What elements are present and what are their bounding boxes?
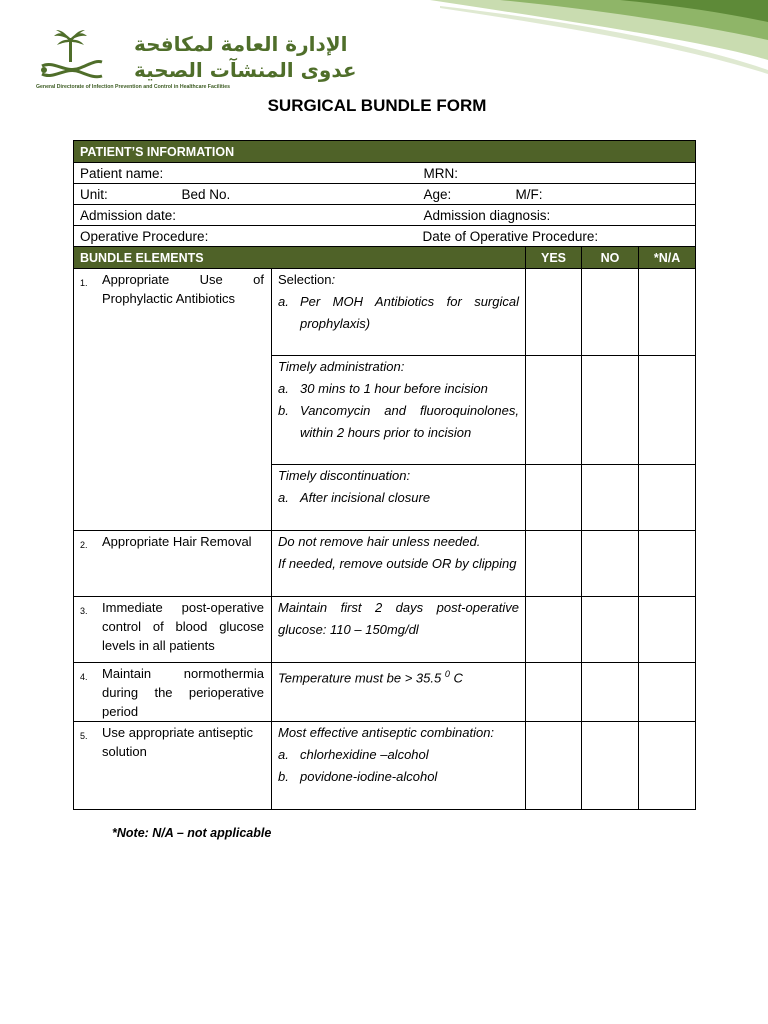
- bed-no-label: Bed No.: [181, 186, 231, 202]
- item-5-na-cell[interactable]: [639, 722, 696, 810]
- item-3-description: [272, 597, 526, 663]
- list-item: [278, 400, 519, 444]
- unit-row[interactable]: [74, 184, 696, 205]
- admission-row[interactable]: [74, 205, 696, 226]
- bundle-element-5: [74, 722, 272, 810]
- operative-procedure-label: Operative Procedure:: [80, 228, 209, 244]
- item-1c-yes-cell[interactable]: [526, 465, 582, 531]
- description-line: Maintain first 2 days post-operative glucose: 110 – 150mg/dl: [278, 600, 519, 637]
- list-text: After incisional closure: [300, 490, 431, 505]
- mrn-label: MRN:: [423, 165, 458, 181]
- section-head: Timely discontinuation:: [278, 468, 411, 483]
- degree-superscript: 0: [444, 669, 450, 679]
- item-4-no-cell[interactable]: [582, 663, 639, 722]
- list-text: 30 mins to 1 hour before incision: [300, 381, 488, 396]
- form-title: SURGICAL BUNDLE FORM: [267, 96, 487, 115]
- no-column-header: NO: [582, 247, 639, 269]
- bundle-elements-heading: BUNDLE ELEMENTS: [74, 247, 526, 269]
- item-5-no-cell[interactable]: [582, 722, 639, 810]
- item-1b-no-cell[interactable]: [582, 356, 639, 465]
- item-number: 2.: [80, 540, 88, 550]
- patient-name-label: Patient name:: [80, 165, 164, 181]
- item-number: 5.: [80, 731, 88, 741]
- list-letter: a.: [278, 294, 289, 309]
- item-4-na-cell[interactable]: [639, 663, 696, 722]
- item-2-description: [272, 531, 526, 597]
- element-text: Immediate post-operative control of blood glucose levels in all patients: [102, 600, 264, 653]
- bundle-element-4: [74, 663, 272, 722]
- logo-arabic-line-2: عدوى المنشآت الصحية: [134, 58, 357, 82]
- section-head: Timely administration:: [278, 359, 405, 374]
- admission-date-label: Admission date:: [80, 207, 177, 223]
- element-text: Use appropriate antiseptic solution: [102, 725, 254, 759]
- patient-name-row[interactable]: [74, 163, 696, 184]
- bundle-element-1: [74, 269, 272, 531]
- list-item: [278, 378, 519, 400]
- list-letter: a.: [278, 381, 289, 396]
- item-4-yes-cell[interactable]: [526, 663, 582, 722]
- list-letter: a.: [278, 747, 289, 762]
- description-line: Do not remove hair unless needed.: [278, 534, 481, 549]
- item-number: 1.: [80, 278, 88, 288]
- item-2-yes-cell[interactable]: [526, 531, 582, 597]
- item-1-selection: [272, 269, 526, 356]
- yes-column-header: YES: [526, 247, 582, 269]
- list-text: Vancomycin and fluoroquinolones, within 2 hours prior to incision: [300, 403, 519, 440]
- list-text: Per MOH Antibiotics for surgical prophylaxis): [300, 294, 519, 331]
- footnote: *Note: N/A – not applicable: [112, 826, 272, 840]
- temperature-text: Temperature must be > 35.5: [278, 670, 445, 686]
- temperature-unit: C: [449, 670, 463, 686]
- item-3-na-cell[interactable]: [639, 597, 696, 663]
- na-column-header: *N/A: [639, 247, 696, 269]
- element-text: Appropriate Use of Prophylactic Antibiotics: [102, 272, 264, 306]
- item-number: 4.: [80, 672, 88, 682]
- item-1-timely-discontinuation: [272, 465, 526, 531]
- item-1c-no-cell[interactable]: [582, 465, 639, 531]
- element-text: Maintain normothermia during the perioperative period: [102, 666, 264, 719]
- list-item: [278, 291, 519, 335]
- list-item: [278, 766, 519, 788]
- patient-info-heading: PATIENT’S INFORMATION: [74, 141, 696, 163]
- logo-english-caption: General Directorate of Infection Prevention and Control in Healthcare Facilities: [36, 84, 230, 90]
- list-text: chlorhexidine –alcohol: [300, 747, 429, 762]
- date-operative-procedure-label: Date of Operative Procedure:: [422, 228, 599, 244]
- item-1-timely-administration: [272, 356, 526, 465]
- admission-diagnosis-label: Admission diagnosis:: [423, 207, 551, 223]
- item-4-description: [272, 663, 526, 722]
- item-2-no-cell[interactable]: [582, 531, 639, 597]
- list-letter: a.: [278, 490, 289, 505]
- palm-swords-emblem-icon: [36, 30, 106, 82]
- item-5-description: [272, 722, 526, 810]
- unit-label: Unit:: [80, 186, 108, 202]
- list-item: [278, 487, 519, 509]
- bundle-element-2: [74, 531, 272, 597]
- operative-row[interactable]: [74, 226, 696, 247]
- element-text: Appropriate Hair Removal: [102, 534, 252, 549]
- organization-logo: [36, 28, 357, 96]
- item-3-no-cell[interactable]: [582, 597, 639, 663]
- list-text: povidone-iodine-alcohol: [300, 769, 438, 784]
- item-1c-na-cell[interactable]: [639, 465, 696, 531]
- list-letter: b.: [278, 403, 289, 418]
- item-1a-no-cell[interactable]: [582, 269, 639, 356]
- section-head-suffix: :: [331, 272, 336, 287]
- surgical-bundle-table: [73, 140, 696, 810]
- item-3-yes-cell[interactable]: [526, 597, 582, 663]
- item-2-na-cell[interactable]: [639, 531, 696, 597]
- item-1a-na-cell[interactable]: [639, 269, 696, 356]
- logo-arabic-line-1: الإدارة العامة لمكافحة: [134, 32, 348, 56]
- item-1b-na-cell[interactable]: [639, 356, 696, 465]
- item-1b-yes-cell[interactable]: [526, 356, 582, 465]
- age-label: Age:: [423, 186, 452, 202]
- item-number: 3.: [80, 606, 88, 616]
- mf-label: M/F:: [515, 186, 543, 202]
- description-line: If needed, remove outside OR by clipping: [278, 556, 517, 571]
- item-1a-yes-cell[interactable]: [526, 269, 582, 356]
- list-letter: b.: [278, 769, 289, 784]
- list-item: [278, 744, 519, 766]
- section-head: Selection: [278, 272, 332, 287]
- description-head: Most effective antiseptic combination:: [278, 725, 495, 740]
- item-5-yes-cell[interactable]: [526, 722, 582, 810]
- bundle-element-3: [74, 597, 272, 663]
